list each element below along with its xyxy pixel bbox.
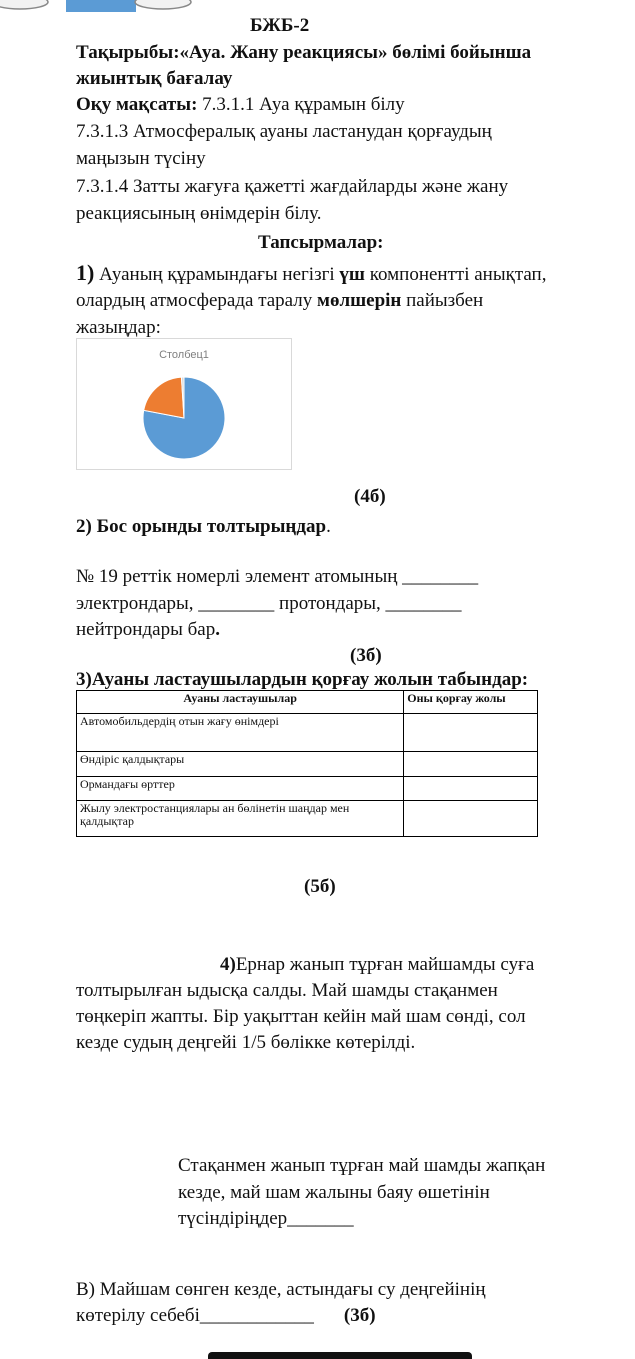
goal-1: 7.3.1.1 Ауа құрамын білу: [202, 94, 405, 115]
pie-chart: [76, 338, 292, 470]
task2-score: (3б): [350, 645, 382, 666]
table-row: [77, 752, 538, 777]
task3-heading: 3)Ауаны ластаушылардын қорғау жолын табындар:: [76, 669, 529, 690]
table-cell-protection-answer[interactable]: [404, 714, 538, 752]
task4-a-line-1: Стақанмен жанып тұрған май шамды жапқан: [178, 1155, 546, 1176]
task1-score: (4б): [354, 486, 386, 507]
task4-line-1: [220, 951, 534, 978]
table-cell-pollutant: Автомобильдердің отын жағу өнімдері: [77, 714, 404, 752]
task2-line-3-dot: .: [215, 619, 220, 640]
pie-slice-2: [144, 377, 184, 418]
table-cell-protection-answer[interactable]: [404, 777, 538, 801]
task4-line-3: төңкеріп жапты. Бір уақыттан кейін май шам сөнді, сол: [76, 1006, 526, 1027]
task3-score: (5б): [304, 876, 336, 897]
task2-line-2: электрондары, ________ протондары, ________: [76, 593, 462, 614]
task2-line-3: [76, 616, 220, 643]
task4-line-2: толтырылған ыдысқа салды. Май шамды стақанмен: [76, 980, 498, 1001]
task4-b-score: (3б): [343, 1305, 376, 1326]
doc-title: БЖБ-2: [250, 15, 310, 36]
goal-label: Оқу мақсаты:: [76, 94, 198, 115]
task4-number: 4): [220, 954, 236, 975]
table-cell-pollutant: Өндіріс қалдықтары: [77, 752, 404, 777]
goal-line-1: [76, 91, 405, 118]
task4-line-1-text: Ернар жанып тұрған майшамды суға: [235, 954, 535, 975]
table-header-row: [77, 691, 538, 714]
table-row: [77, 801, 538, 837]
task1-emph-amount: мөлшерін: [317, 290, 402, 311]
topic-line-1: Тақырыбы:«Ауа. Жану реакциясы» бөлімі бойынша: [76, 42, 532, 63]
task4-a-line-3: түсіндіріңдер_______: [178, 1208, 354, 1229]
task2-line-1: № 19 реттік номерлі элемент атомының ________: [76, 566, 479, 587]
goal-2-line-2: маңызын түсіну: [76, 148, 206, 169]
task1-line-1: [76, 259, 546, 288]
task4-line-4: кезде судың деңгейі 1/5 бөлікке көтерілді.: [76, 1032, 416, 1053]
task1-text-d: олардың атмосферада таралу: [76, 290, 313, 311]
pie-chart-svg: [77, 339, 291, 469]
task4-b-line-1: В) Майшам сөнген кезде, астындағы су деңгейінің: [76, 1279, 486, 1300]
task1-text-c: компонентті анықтап,: [369, 264, 547, 285]
task1-emph-three: үш: [339, 264, 365, 285]
goal-2-line-1: 7.3.1.3 Атмосфералық ауаны ластанудан қорғаудың: [76, 121, 492, 142]
task2-heading: [76, 513, 331, 540]
goal-3-line-2: реакциясының өнімдерін білу.: [76, 203, 322, 224]
tasks-heading: Тапсырмалар:: [258, 232, 384, 253]
task2-heading-dot: .: [326, 516, 331, 537]
chart-title: Столбец1: [159, 349, 209, 361]
pollutants-table: [76, 690, 538, 837]
home-indicator: [208, 1352, 472, 1359]
task4-a-line-2: кезде, май шам жалыны баяу өшетінін: [178, 1182, 490, 1203]
top-cropped-graphics: [0, 0, 230, 16]
task1-line-2: [76, 287, 483, 314]
table-cell-pollutant: Жылу электростанциялары ан бөлінетін шаңдар мен қалдықтар: [77, 801, 404, 837]
table-header-protection: Оны қорғау жолы: [404, 691, 538, 714]
goal-3-line-1: 7.3.1.4 Затты жағуға қажетті жағдайларды және жану: [76, 176, 509, 197]
task1-line-3: жазыңдар:: [76, 317, 161, 338]
task4-b-line-2: [76, 1302, 376, 1329]
table-header-pollutants: Ауаны ластаушылар: [77, 691, 404, 714]
table-row: [77, 714, 538, 752]
task1-text-a: Ауаның құрамындағы негізгі: [99, 264, 335, 285]
task2-line-3-text: нейтрондары бар: [76, 619, 216, 640]
task4-b-line-2-text: көтерілу себебі____________: [76, 1305, 314, 1326]
task1-text-e: пайызбен: [406, 290, 484, 311]
task2-heading-text: 2) Бос орынды толтырыңдар: [76, 516, 327, 537]
table-row: [77, 777, 538, 801]
table-cell-protection-answer[interactable]: [404, 752, 538, 777]
topic-line-2: жиынтық бағалау: [76, 68, 233, 89]
task1-number: 1): [76, 260, 95, 285]
table-cell-pollutant: Ормандағы өрттер: [77, 777, 404, 801]
table-cell-protection-answer[interactable]: [404, 801, 538, 837]
